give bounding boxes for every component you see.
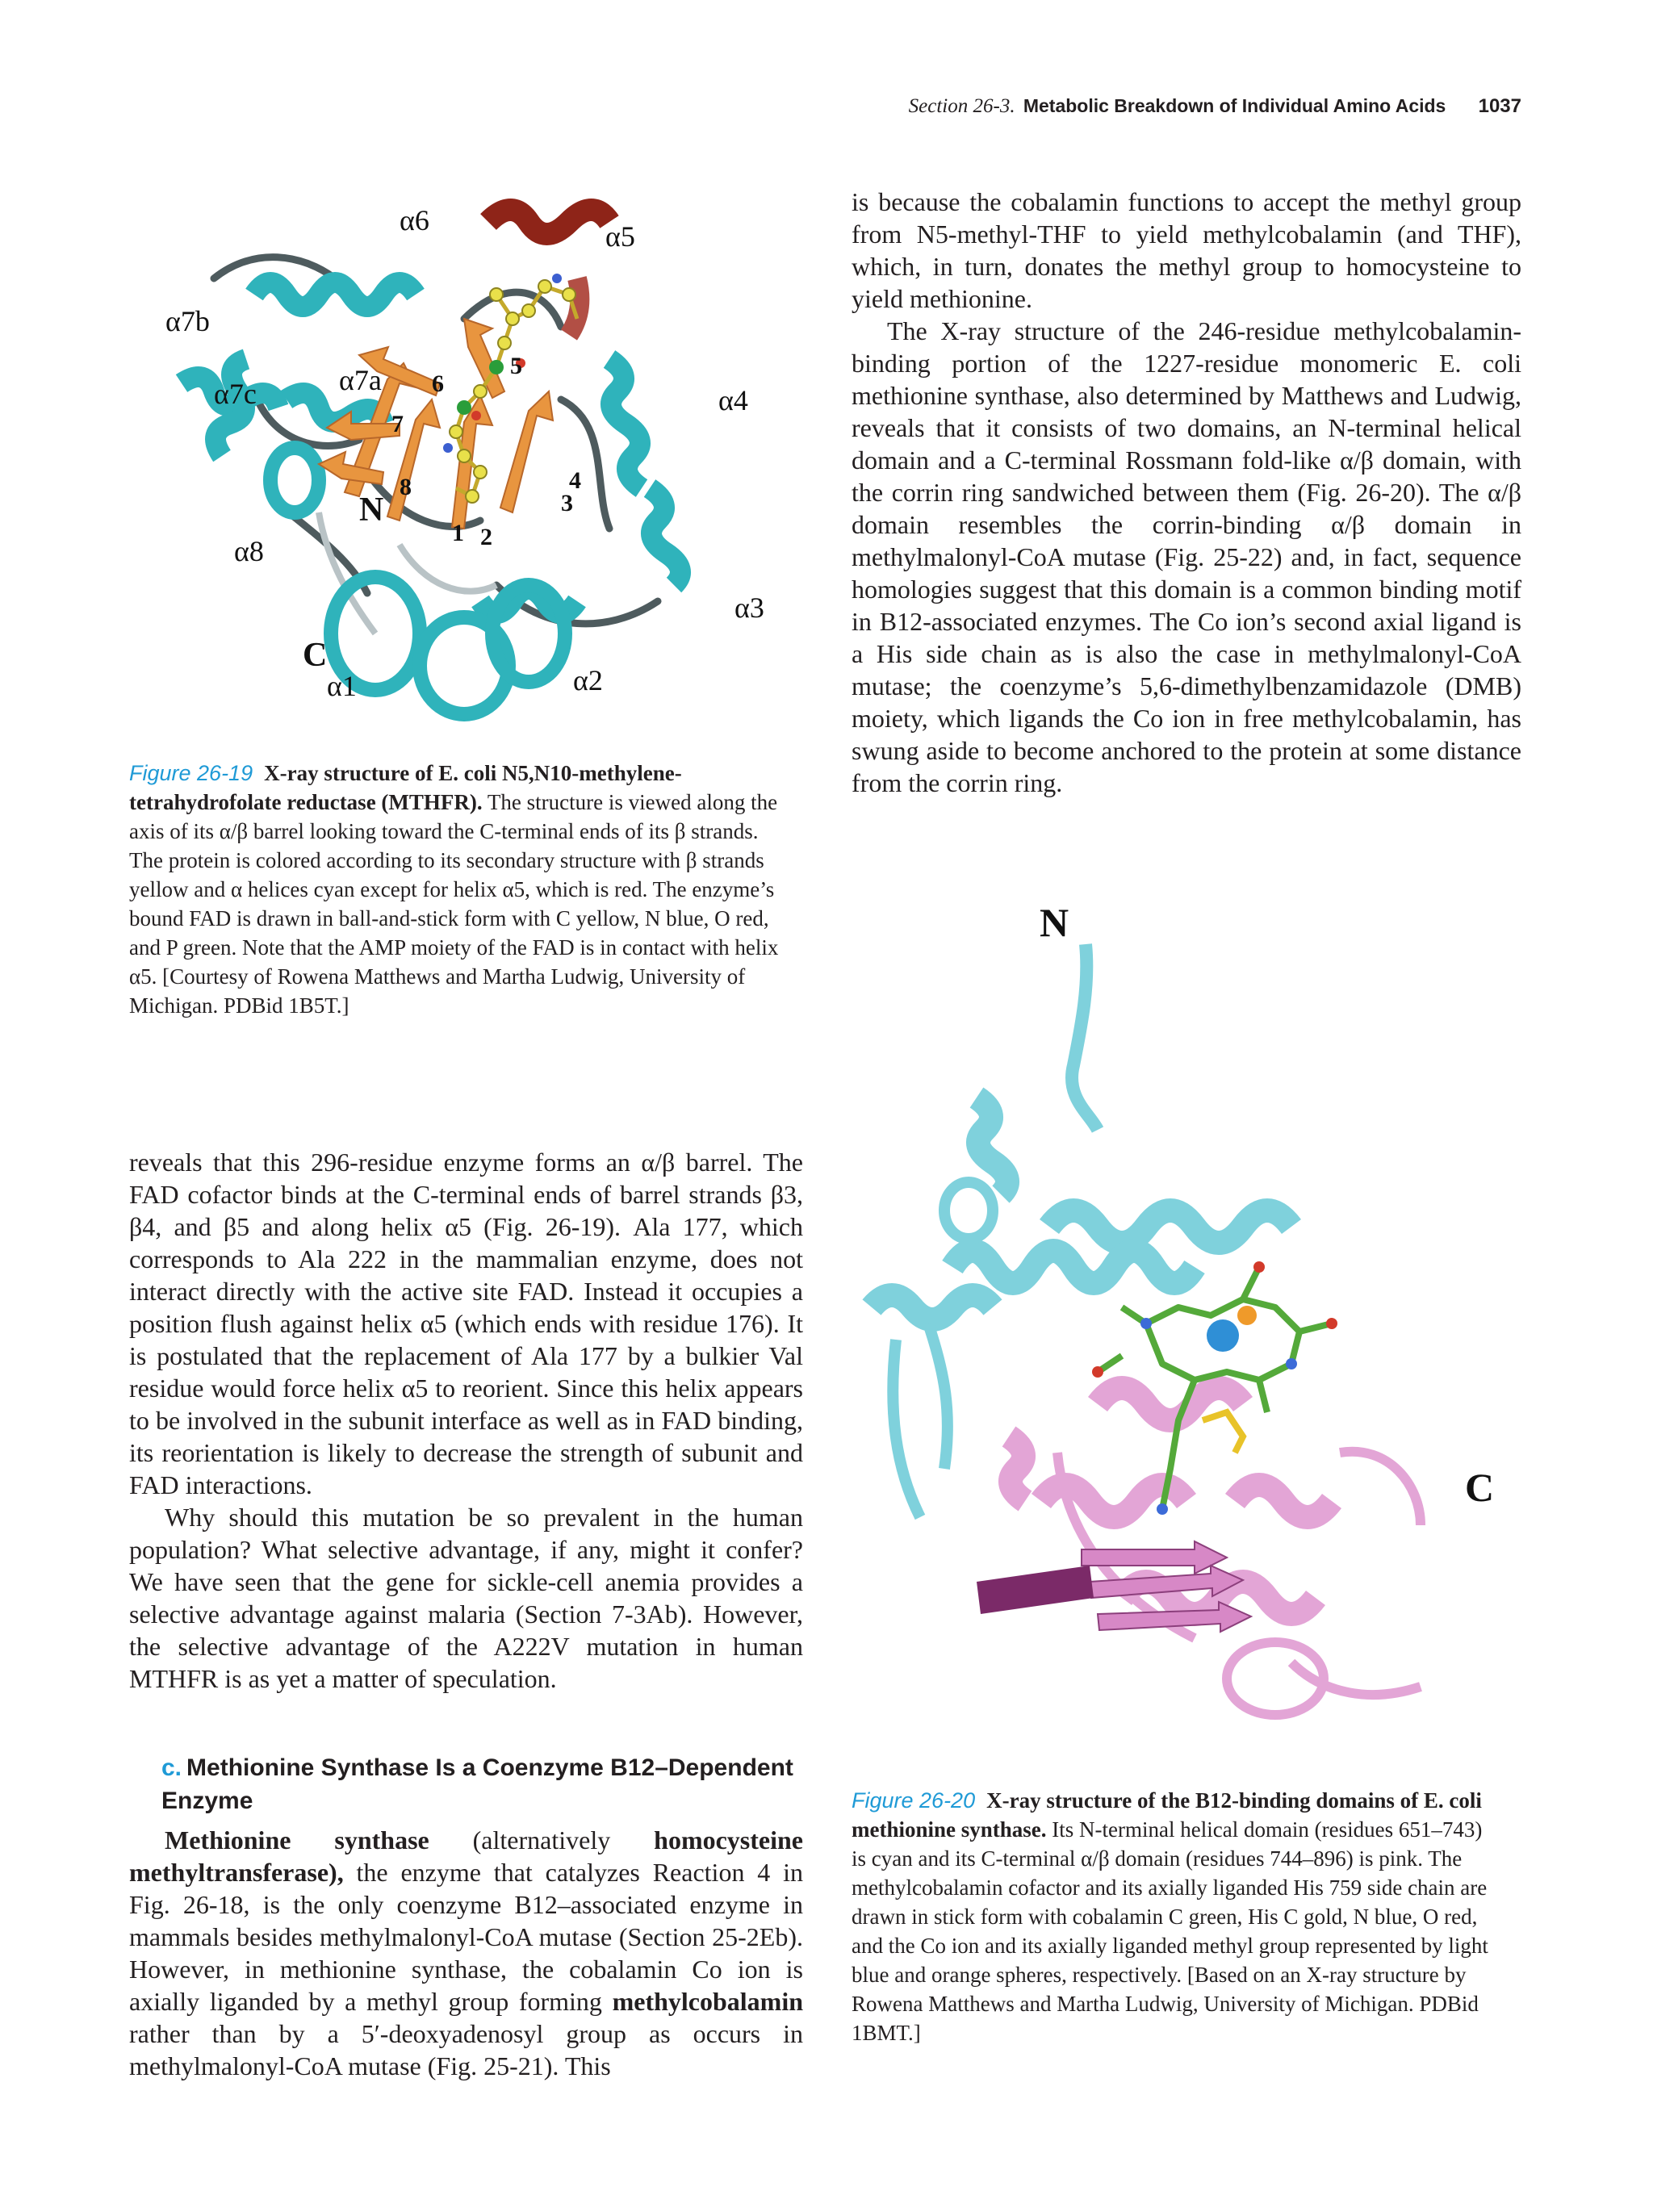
figure-26-19-caption-title: X-ray structure of E. coli N5,N10-methylene-tetrahydrofolate reductase (MTHFR). (129, 761, 682, 814)
fig19-label-a1: α1 (327, 670, 357, 702)
header-section: Section 26-3. (908, 95, 1015, 117)
figure-26-19-caption-text: The structure is viewed along the axis of its α/β barrel looking toward the C-terminal ends of its β strands. The protein is colored according to its secondary structure with β strands yellow and α helices cyan except for helix α5, which is red. The enzyme’s bound FAD is drawn in ball-and-stick form with C yellow, N blue, O red, and P green. Note that the AMP moiety of the FAD is in contact with helix α5. [Courtesy of Rowena Matthews and Martha Ludwig, University of Michigan. PDBid 1B5T.] (129, 790, 779, 1018)
fig19-strand-8: 8 (400, 474, 412, 500)
fig19-label-N: N (359, 491, 384, 529)
section-c-title: Methionine Synthase Is a Coenzyme B12–Dependent Enzyme (161, 1754, 793, 1814)
figure-26-19-caption (129, 759, 795, 1020)
page-number: 1037 (1478, 95, 1521, 117)
section-c-paragraph (129, 1824, 803, 2082)
left-paragraph-2: Why should this mutation be so prevalent in the human population? What selective advantage, if any, might it confer? We have seen that the gene for sickle-cell anemia provides a selective advantage against malaria (Section 7-3Ab). However, the selective advantage of the A222V mutation in human MTHFR is as yet a matter of speculation. (129, 1503, 803, 1693)
header-title: Metabolic Breakdown of Individual Amino Acids (1023, 95, 1446, 116)
fig19-label-a8: α8 (234, 535, 264, 567)
figure-26-20-caption-title: X-ray structure of the B12-binding domains of E. coli methionine synthase. (852, 1788, 1482, 1842)
fig19-label-a7c: α7c (214, 378, 257, 410)
term-methionine-synthase: Methionine synthase (165, 1825, 429, 1854)
left-paragraph-1: reveals that this 296-residue enzyme forms an α/β barrel. The FAD cofactor binds at the C-terminal ends of barrel strands β3, β4, and β5 and along helix α5 (Fig. 26-19). Ala 177, which corresponds to Ala 222 in the mammalian enzyme, does not interact directly with the active site FAD. Instead it occupies a position flush against helix α5 (which ends with residue 176). It is postulated that the replacement of Ala 177 by a bulkier Val residue would force helix α5 to reorient. Since this helix appears to be involved in the subunit interface as well as in FAD binding, its reorientation is likely to decrease the strength of subunit and FAD interactions. (129, 1148, 803, 1499)
fig19-strand-7: 7 (391, 411, 404, 437)
fig19-label-a5: α5 (605, 220, 635, 253)
right-column-top (852, 186, 1521, 799)
figure-26-19-label: Figure 26-19 (129, 761, 253, 785)
section-c-text-1: (alternatively (472, 1825, 611, 1854)
right-paragraph-2: The X-ray structure of the 246-residue methylcobalamin-binding portion of the 1227-residue monomeric E. coli methionine synthase, also determined by Matthews and Ludwig, reveals that it consists of two domains, an N-terminal helical domain and a C-terminal Rossmann fold-like α/β domain, with the corrin ring sandwiched between them (Fig. 26-20). The α/β domain resembles the corrin-binding α/β domain in methylmalonyl-CoA mutase (Fig. 25-22) and, in fact, sequence homologies suggest that this domain is a common binding motif in B12-associated enzymes. The Co ion’s second axial ligand is a His side chain as is also the case in methylmalonyl-CoA mutase; the coenzyme’s 5,6-dimethylbenzamidazole (DMB) moiety, which ligands the Co ion in free methylcobalamin, has swung aside to become anchored to the protein at some distance from the corrin ring. (852, 316, 1521, 797)
figure-26-20-label: Figure 26-20 (852, 1788, 976, 1813)
term-homocysteine-methyltransferase: homocysteine methyltransferase), (129, 1825, 803, 1887)
fig19-strand-1: 1 (452, 520, 464, 546)
fig20-label-N: N (1040, 900, 1069, 945)
fig19-strand-4: 4 (569, 467, 581, 494)
section-c-heading (161, 1751, 807, 1817)
fig19-strand-5: 5 (510, 353, 522, 379)
fig19-label-a2: α2 (573, 664, 603, 696)
fig19-label-a4: α4 (718, 384, 748, 416)
fig19-label-a7a: α7a (339, 364, 382, 396)
running-header (807, 95, 1521, 128)
term-methylcobalamin: methylcobalamin (612, 1987, 804, 2016)
section-c-text-2: the enzyme that catalyzes Reaction 4 in Fig. 26-18, is the only coenzyme B12–associated enzyme in mammals besides methylmalonyl-CoA mutase (Section 25-2Eb). However, in methionine synthase, the cobalamin Co ion is axially liganded by a methyl group forming (129, 1858, 804, 2016)
section-c-letter: c. (161, 1754, 182, 1781)
figure-26-20-image (856, 888, 1501, 1775)
fig19-label-a6: α6 (400, 204, 429, 236)
right-paragraph-1: is because the cobalamin functions to accept the methyl group from N5-methyl-THF to yield methylcobalamin (and THF), which, in turn, donates the methyl group to homocysteine to yield methionine. (852, 187, 1521, 313)
fig19-label-a3: α3 (734, 592, 764, 624)
left-column-body (129, 1146, 803, 1695)
fig19-strand-2: 2 (480, 524, 492, 550)
fig19-label-C: C (303, 637, 328, 674)
figure-26-20-caption (852, 1786, 1493, 2047)
fig19-strand-3: 3 (561, 490, 573, 516)
section-c-text-3: rather than by a 5′-deoxyadenosyl group as occurs in methylmalonyl-CoA mutase (Fig. 25-21). This (129, 2019, 803, 2080)
fig20-label-C: C (1465, 1465, 1495, 1510)
figure-26-20-caption-text: Its N-terminal helical domain (residues 651–743) is cyan and its C-terminal α/β domain (residues 744–896) is pink. The methylcobalamin cofactor and its axially liganded His 759 side chain are drawn in stick form with cobalamin C green, His C gold, N blue, O red, and the Co ion and its axially liganded methyl group represented by light blue and orange spheres, respectively. [Based on an X-ray structure by Rowena Matthews and Martha Ludwig, University of Michigan. PDBid 1BMT.] (852, 1817, 1488, 2045)
fig19-label-a7b: α7b (165, 305, 210, 337)
fig19-strand-6: 6 (432, 370, 444, 397)
figure-26-19-image (157, 182, 787, 738)
